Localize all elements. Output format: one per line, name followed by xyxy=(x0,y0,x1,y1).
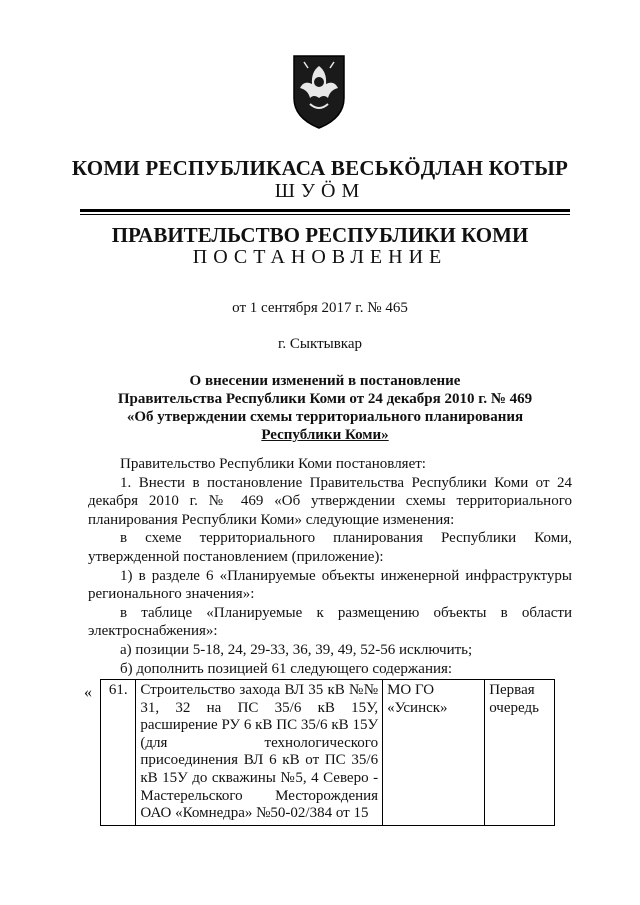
position-queue: Первая очередь xyxy=(485,680,555,826)
header-divider-thin xyxy=(80,214,570,215)
title-line: О внесении изменений в постановление xyxy=(189,373,461,389)
body-paragraph: б) дополнить позицией 61 следующего содержания: xyxy=(120,660,453,677)
position-number: 61. xyxy=(101,680,136,826)
body-paragraph: Правительство Республики Коми постановляет: xyxy=(120,456,426,472)
header-divider-thick xyxy=(80,209,570,212)
city: г. Сыктывкар xyxy=(277,336,363,352)
body-paragraph: в таблице «Планируемые к размещению объекты в области электроснабжения»: xyxy=(88,604,572,640)
title-line: Правительства Республики Коми от 24 декабря 2010 г. № 469 xyxy=(117,391,533,407)
body-paragraph: в схеме территориального планирования Республики Коми, утвержденной постановлением (приложение): xyxy=(88,530,572,565)
position-object: Строительство захода ВЛ 35 кВ №№ 31, 32 на ПС 35/6 кВ 15У, расширение РУ 6 кВ ПС 35/6 кВ 15У (для технологического присоединения ВЛ 6 кВ от ПС 35/6 кВ 15У до скважины №5, 4 Северо - Мастерельского Месторождения ОАО «Комнедра» №50-02/384 от 15 xyxy=(136,680,383,826)
title-line: Республики Коми» xyxy=(261,427,389,443)
positions-table xyxy=(100,679,555,826)
resolution-title xyxy=(80,372,570,444)
body-paragraph: а) позиции 5-18, 24, 29-33, 36, 39, 49, 52-56 исключить; xyxy=(120,641,473,658)
resolution-body xyxy=(88,455,572,678)
table-open-quote: « xyxy=(84,684,92,701)
komi-government-title: КОМИ РЕСПУБЛИКАСА ВЕСЬКӦДЛАН КОТЫР xyxy=(71,156,569,180)
russian-government-title: ПРАВИТЕЛЬСТВО РЕСПУБЛИКИ КОМИ xyxy=(111,223,529,247)
resolution-date-number: от 1 сентября 2017 г. № 465 xyxy=(232,300,408,316)
body-paragraph: 1. Внести в постановление Правительства Республики Коми от 24 декабря 2010 г. № 469 «Об утверждении схемы территориального планирования Республики Коми» следующие изменения: xyxy=(88,474,572,528)
body-paragraph: 1) в разделе 6 «Планируемые объекты инженерной инфраструктуры регионального значения»: xyxy=(88,567,572,603)
komi-resolution-word: ШУÖМ xyxy=(274,180,366,202)
komi-coat-of-arms-icon xyxy=(290,52,348,130)
resolution-word: ПОСТАНОВЛЕНИЕ xyxy=(192,246,448,268)
position-municipality: МО ГО «Усинск» xyxy=(383,680,485,826)
table-row xyxy=(101,680,555,826)
title-line: «Об утверждении схемы территориального планирования xyxy=(126,409,524,425)
